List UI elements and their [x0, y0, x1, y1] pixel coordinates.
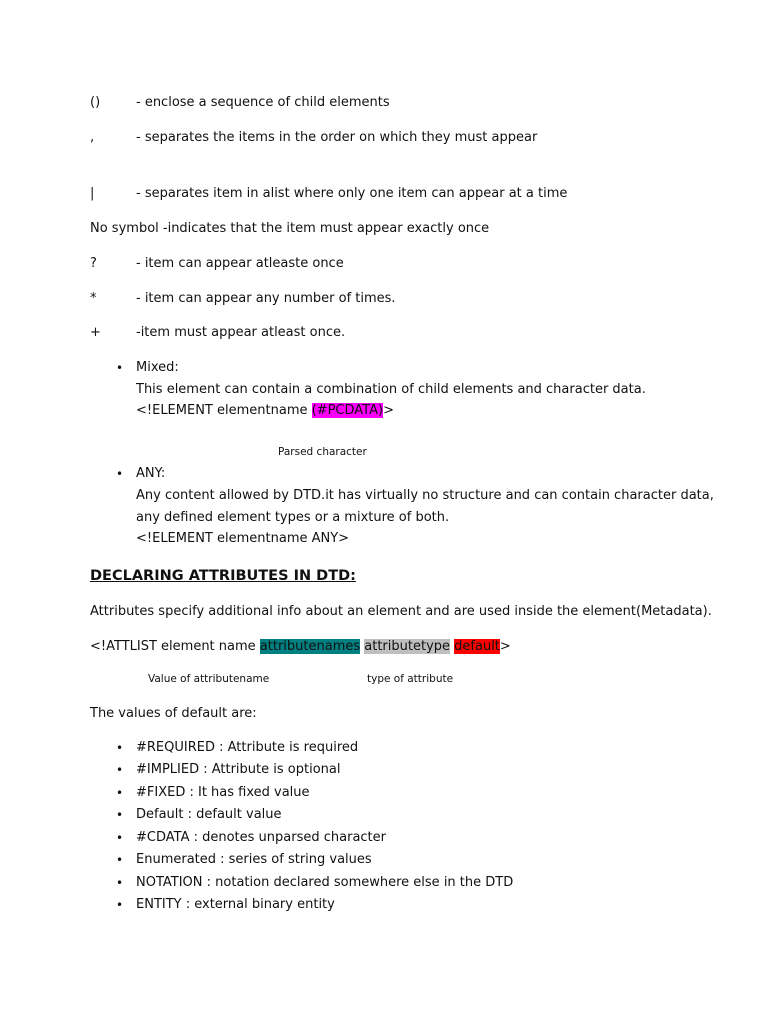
- any-description-line2: any defined element types or a mixture of both.: [136, 510, 450, 525]
- attributes-intro: Attributes specify additional info about an element and are used inside the element(Metadata).: [90, 604, 712, 619]
- attributenames-highlight: attributenames: [259, 639, 361, 654]
- pcdata-highlight: (#PCDATA): [311, 403, 384, 418]
- symbol: (): [90, 95, 101, 110]
- code-suffix: >: [499, 639, 511, 654]
- bullet-icon: •: [116, 361, 124, 375]
- bullet-icon: •: [116, 898, 124, 912]
- section-heading: DECLARING ATTRIBUTES IN DTD:: [90, 568, 356, 584]
- bullet-icon: •: [116, 831, 124, 845]
- bullet-icon: •: [116, 808, 124, 822]
- symbol-description: -item must appear atleast once.: [136, 325, 346, 340]
- attlist-code: [90, 639, 511, 654]
- mixed-title: Mixed:: [136, 360, 179, 375]
- bullet-icon: •: [116, 741, 124, 755]
- attributetype-highlight: attributetype: [364, 639, 451, 654]
- code-suffix: >: [383, 403, 394, 418]
- any-code: <!ELEMENT elementname ANY>: [136, 531, 350, 546]
- list-item: Default : default value: [136, 807, 282, 822]
- no-symbol-line: No symbol -indicates that the item must appear exactly once: [90, 221, 490, 236]
- bullet-icon: •: [116, 853, 124, 867]
- symbol: |: [90, 186, 95, 201]
- bullet-icon: •: [116, 786, 124, 800]
- any-description-line1: Any content allowed by DTD.it has virtually no structure and can contain character data,: [136, 488, 714, 503]
- list-item: #IMPLIED : Attribute is optional: [136, 762, 341, 777]
- attributename-annotation: Value of attributename: [148, 673, 270, 685]
- symbol: +: [90, 325, 101, 340]
- attributetype-annotation: type of attribute: [367, 673, 454, 685]
- list-item: #REQUIRED : Attribute is required: [136, 740, 359, 755]
- list-item: ENTITY : external binary entity: [136, 897, 335, 912]
- symbol-description: - separates the items in the order on which they must appear: [136, 130, 538, 145]
- symbol-description: - item can appear atleaste once: [136, 256, 344, 271]
- symbol: ?: [90, 256, 97, 271]
- code-prefix: <!ELEMENT elementname: [136, 403, 312, 418]
- pcdata-annotation: Parsed character: [278, 446, 367, 458]
- bullet-icon: •: [116, 467, 124, 481]
- list-item: #FIXED : It has fixed value: [136, 785, 310, 800]
- mixed-code: [136, 403, 394, 418]
- symbol-description: - item can appear any number of times.: [136, 291, 396, 306]
- list-item: NOTATION : notation declared somewhere else in the DTD: [136, 875, 514, 890]
- symbol: *: [90, 291, 97, 306]
- default-highlight: default: [454, 639, 500, 654]
- any-title: ANY:: [136, 466, 166, 481]
- symbol-description: - separates item in alist where only one item can appear at a time: [136, 186, 568, 201]
- mixed-description: This element can contain a combination of child elements and character data.: [136, 382, 646, 397]
- symbol: ,: [90, 130, 95, 145]
- list-item: #CDATA : denotes unparsed character: [136, 830, 386, 845]
- bullet-icon: •: [116, 763, 124, 777]
- code-prefix: <!ATTLIST element name: [90, 639, 260, 654]
- bullet-icon: •: [116, 876, 124, 890]
- symbol-description: - enclose a sequence of child elements: [136, 95, 390, 110]
- defaults-title: The values of default are:: [90, 706, 257, 721]
- list-item: Enumerated : series of string values: [136, 852, 372, 867]
